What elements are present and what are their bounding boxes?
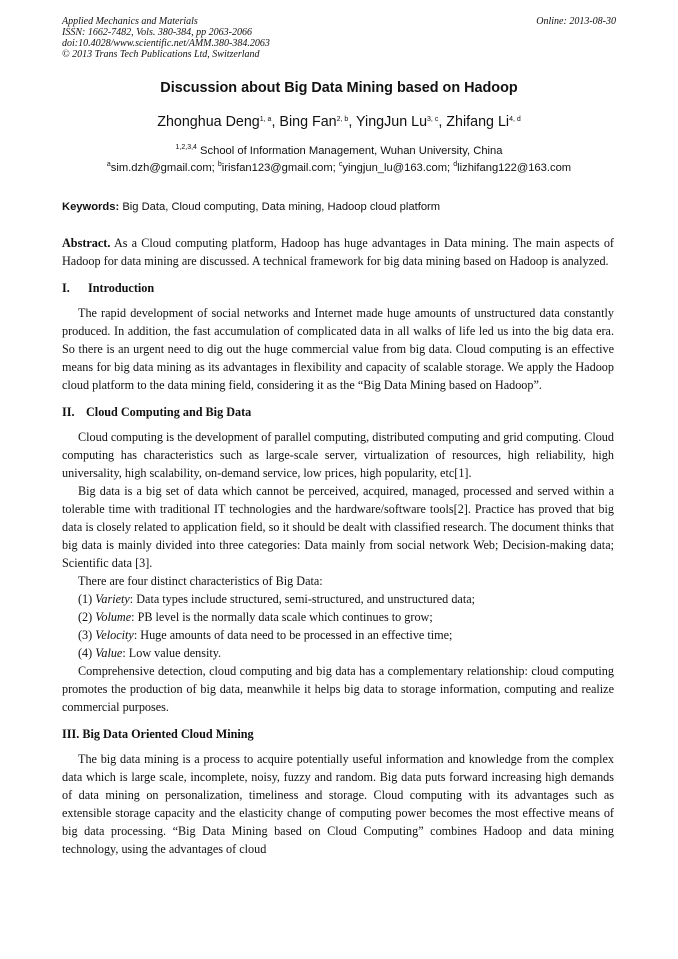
- email-address[interactable]: yingjun_lu@163.com;: [342, 162, 454, 174]
- issn-line: ISSN: 1662-7482, Vols. 380-384, pp 2063-2066: [62, 27, 252, 38]
- online-date: Online: 2013-08-30: [536, 16, 616, 27]
- list-item-prefix: (3): [78, 628, 96, 642]
- author-name: Zhifang Li: [446, 114, 510, 130]
- email-address[interactable]: lizhifang122@163.com: [457, 162, 572, 174]
- paper-body: [62, 234, 614, 858]
- author-sup: 1, a: [259, 116, 272, 123]
- affiliation: [0, 145, 678, 157]
- email-sup: c: [338, 161, 343, 168]
- section-number: I.: [62, 281, 70, 295]
- list-item-term: Variety: [95, 592, 130, 606]
- author-sup: 3, c: [427, 116, 439, 123]
- abstract: [62, 234, 614, 270]
- list-item-term: Velocity: [95, 628, 134, 642]
- author-sup: 4, d: [509, 116, 521, 123]
- email-address[interactable]: irisfan123@gmail.com;: [221, 162, 339, 174]
- paragraph: Comprehensive detection, cloud computing and big data has a complementary relationship: cloud computing promotes the production of big data, meanwhile it helps big data to storage information, computing and realize commercial purposes.: [62, 664, 614, 714]
- keywords: [62, 201, 440, 213]
- paragraph: Cloud computing is the development of parallel computing, distributed computing and grid computing. Cloud computing has characteristics such as large-scale server, virtualization of resources, high reliability, high universality, high scalability, on-demand service, low prices, high popularity, etc[1].: [62, 430, 614, 480]
- section-number: II.: [62, 405, 75, 419]
- list-item-text: : Low value density.: [122, 646, 222, 660]
- email-sup: b: [217, 161, 222, 168]
- email-address[interactable]: sim.dzh@gmail.com;: [110, 162, 218, 174]
- paragraph: The rapid development of social networks and Internet made huge amounts of unstructured data constantly produced. In addition, the fast accumulation of complicated data in all walks of life led us into the big data era. So there is an urgent need to dig out the huge commercial value from big data. Cloud computing is an effective means for big data mining as its advantages in flexibility and capacity of scalable storage. We apply the Hadoop cloud platform to the data mining field, considering it as the “Big Data Mining based on Hadoop”.: [62, 306, 614, 392]
- author-name: Bing Fan: [279, 114, 337, 130]
- paragraph: There are four distinct characteristics of Big Data:: [78, 574, 323, 588]
- section-heading: [62, 725, 614, 743]
- list-item: [62, 608, 614, 626]
- list-item-prefix: (2): [78, 610, 96, 624]
- section-title: Introduction: [88, 281, 155, 295]
- paragraph: Big data is a big set of data which cannot be perceived, acquired, managed, processed and served within a tolerable time with traditional IT technologies and the hardware/software tools[2]. Practice has proved that big data is closely related to application field, so it should be dealt with classified research. The document thinks that big data is mainly divided into three categories: Data mainly from social network Web; Decision-making data; Scientific data [3].: [62, 484, 614, 570]
- paragraph: The big data mining is a process to acquire potentially useful information and knowledge from the complex data which is large scale, incomplete, noisy, fuzzy and random. Big data puts forward increasing high demands of data mining on personalization, timeliness and storage. Cloud computing with its advantages such as extensible storage capacity and the elasticity change of computing power becomes the most effective means of big data processing. “Big Data Mining based on Cloud Computing” combines Hadoop and data mining technology, using the advantages of cloud: [62, 752, 614, 856]
- list-item-term: Volume: [95, 610, 132, 624]
- author-name: Zhonghua Deng: [157, 114, 260, 130]
- email-list: [0, 162, 678, 174]
- email-sup: a: [106, 161, 111, 168]
- section-heading: [62, 403, 614, 421]
- abstract-label: Abstract.: [62, 236, 111, 250]
- affiliation-sup: 1,2,3,4: [175, 144, 197, 151]
- paper-title: Discussion about Big Data Mining based on Hadoop: [160, 80, 518, 96]
- section-number: III.: [62, 727, 80, 741]
- section-title: Cloud Computing and Big Data: [86, 405, 252, 419]
- list-item-text: : Data types include structured, semi-structured, and unstructured data;: [129, 592, 475, 606]
- list-item-term: Value: [95, 646, 123, 660]
- abstract-text: As a Cloud computing platform, Hadoop has huge advantages in Data mining. The main aspects of Hadoop for data mining are discussed. A technical framework for big data mining based on Hadoop is analyzed.: [62, 236, 614, 268]
- author-sup: 2, b: [336, 116, 349, 123]
- keywords-label: Keywords:: [62, 201, 120, 213]
- journal-name: Applied Mechanics and Materials: [62, 16, 198, 27]
- affiliation-text: School of Information Management, Wuhan University, China: [200, 145, 503, 157]
- list-item: [62, 626, 614, 644]
- copyright-line: © 2013 Trans Tech Publications Ltd, Switzerland: [62, 49, 260, 60]
- list-item-text: : PB level is the normally data scale which continues to grow;: [131, 610, 433, 624]
- author-name: YingJun Lu: [356, 114, 428, 130]
- email-sup: d: [453, 161, 458, 168]
- list-item-prefix: (1): [78, 592, 96, 606]
- section-heading: [62, 279, 614, 297]
- list-item-text: : Huge amounts of data need to be processed in an effective time;: [133, 628, 453, 642]
- list-item: [62, 644, 614, 662]
- list-item-prefix: (4): [78, 646, 96, 660]
- author-list: Zhonghua Deng$^{1, a}$, Bing Fan$^{2, b}$, YingJun Lu$^{3, c}$, Zhifang Li$^{4, d}$: [157, 114, 521, 130]
- section-title: Big Data Oriented Cloud Mining: [82, 727, 254, 741]
- list-item: [62, 590, 614, 608]
- journal-header: [62, 16, 616, 60]
- doi-line: doi:10.4028/www.scientific.net/AMM.380-384.2063: [62, 38, 270, 49]
- keywords-text: Big Data, Cloud computing, Data mining, Hadoop cloud platform: [122, 201, 441, 213]
